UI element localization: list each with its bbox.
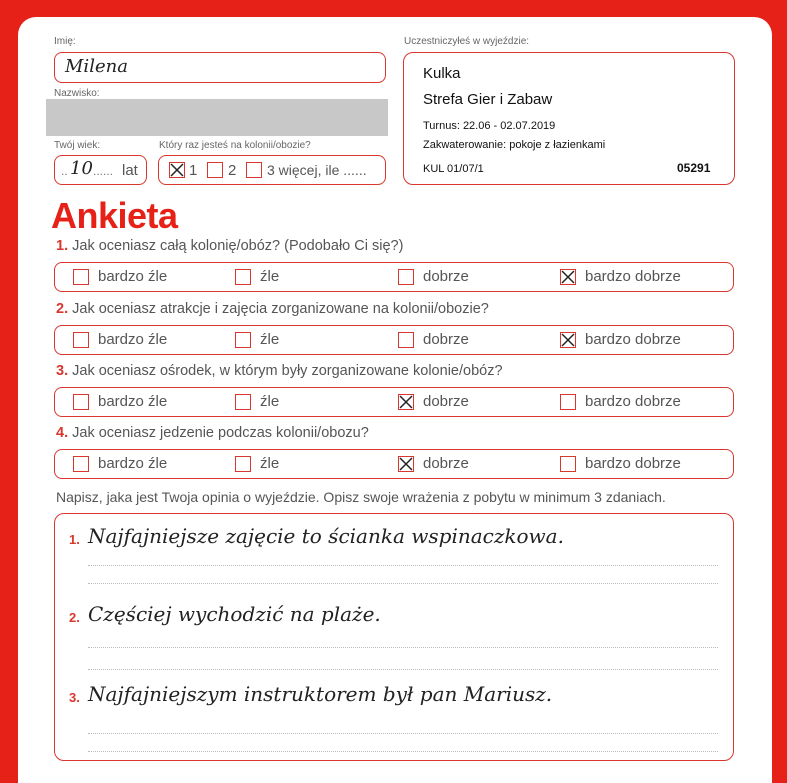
answer-label: bardzo dobrze	[585, 268, 681, 285]
participant-card	[403, 52, 735, 185]
survey-sheet	[18, 17, 772, 783]
answer-checkbox[interactable]	[398, 269, 414, 285]
answer-checkbox[interactable]	[560, 269, 576, 285]
age-label: Twój wiek:	[54, 140, 101, 151]
question-label: Jak oceniasz ośrodek, w którym były zorganizowane kolonie/obóz?	[72, 363, 503, 379]
check-x-icon	[398, 456, 414, 472]
answer-label: dobrze	[423, 455, 469, 472]
answer-label: źle	[260, 268, 280, 285]
writing-line	[88, 647, 718, 648]
age-unit: lat	[122, 162, 138, 179]
answer-checkbox[interactable]	[235, 332, 251, 348]
answer-checkbox[interactable]	[398, 332, 414, 348]
participant-label: Uczestniczyłeś w wyjeździe:	[404, 36, 530, 47]
opinion-text: Częściej wychodzić na plaże.	[88, 602, 381, 626]
answer-checkbox[interactable]	[560, 394, 576, 410]
question-number: 3.	[56, 363, 69, 379]
times-checkbox-3[interactable]	[246, 162, 262, 178]
question-1-text	[56, 238, 403, 254]
name-label: Imię:	[54, 36, 76, 47]
opinion-box[interactable]	[54, 513, 734, 761]
age-dots-before: ..	[61, 164, 68, 178]
card-number: 05291	[677, 161, 711, 175]
times-option-3: 3 więcej, ile ......	[267, 162, 367, 178]
age-value: 10	[70, 158, 93, 179]
answer-checkbox[interactable]	[560, 456, 576, 472]
answer-label: bardzo źle	[98, 455, 168, 472]
answer-label: dobrze	[423, 331, 469, 348]
question-number: 1.	[56, 238, 69, 254]
question-3-text	[56, 363, 503, 379]
card-line1: Kulka	[423, 65, 461, 82]
times-option-1: 1	[189, 162, 198, 179]
answer-label: źle	[260, 331, 280, 348]
question-label: Jak oceniasz całą kolonię/obóz? (Podobało Ci się?)	[72, 238, 404, 254]
age-field[interactable]	[54, 155, 147, 185]
times-checkbox-1[interactable]	[169, 162, 185, 178]
writing-line	[88, 751, 718, 752]
answer-label: dobrze	[423, 268, 469, 285]
answer-checkbox[interactable]	[235, 456, 251, 472]
answer-label: bardzo dobrze	[585, 393, 681, 410]
opinion-text: Najfajniejsze zajęcie to ścianka wspinaczkowa.	[88, 524, 564, 548]
answer-checkbox[interactable]	[235, 394, 251, 410]
card-code: KUL 01/07/1	[423, 163, 484, 175]
check-x-icon	[560, 332, 576, 348]
times-label: Który raz jesteś na kolonii/obozie?	[159, 140, 311, 151]
question-number: 4.	[56, 425, 69, 441]
opinion-prompt: Napisz, jaka jest Twoja opinia o wyjeździe. Opisz swoje wrażenia z pobytu w minimum 3 zdaniach.	[56, 489, 666, 505]
question-label: Jak oceniasz jedzenie podczas kolonii/obozu?	[72, 425, 369, 441]
writing-line	[88, 733, 718, 734]
answer-checkbox[interactable]	[235, 269, 251, 285]
survey-title: Ankieta	[51, 195, 178, 236]
writing-line	[88, 583, 718, 584]
answer-checkbox[interactable]	[398, 456, 414, 472]
card-line2: Strefa Gier i Zabaw	[423, 91, 553, 108]
check-x-icon	[398, 394, 414, 410]
answer-label: bardzo źle	[98, 268, 168, 285]
surname-label: Nazwisko:	[54, 88, 100, 99]
opinion-number: 1.	[69, 532, 80, 547]
age-dots-after: ......	[93, 164, 114, 178]
answer-label: bardzo źle	[98, 331, 168, 348]
name-field[interactable]	[54, 52, 386, 83]
opinion-number: 3.	[69, 690, 80, 705]
answer-checkbox[interactable]	[398, 394, 414, 410]
card-accommodation: Zakwaterowanie: pokoje z łazienkami	[423, 139, 606, 151]
question-label: Jak oceniasz atrakcje i zajęcia zorganizowane na kolonii/obozie?	[72, 301, 489, 317]
question-number: 2.	[56, 301, 69, 317]
check-x-icon	[169, 162, 185, 178]
answer-checkbox[interactable]	[73, 269, 89, 285]
question-2-text	[56, 301, 489, 317]
answer-checkbox[interactable]	[73, 456, 89, 472]
answer-checkbox[interactable]	[73, 332, 89, 348]
answer-label: źle	[260, 393, 280, 410]
times-field	[158, 155, 386, 185]
answer-label: źle	[260, 455, 280, 472]
answer-label: bardzo dobrze	[585, 331, 681, 348]
times-option-2: 2	[228, 162, 237, 179]
opinion-text: Najfajniejszym instruktorem był pan Mariusz.	[88, 682, 553, 706]
answer-checkbox[interactable]	[560, 332, 576, 348]
question-4-text	[56, 425, 369, 441]
answer-label: bardzo źle	[98, 393, 168, 410]
card-turnus: Turnus: 22.06 - 02.07.2019	[423, 120, 556, 132]
opinion-number: 2.	[69, 610, 80, 625]
name-value: Milena	[65, 56, 128, 77]
answer-checkbox[interactable]	[73, 394, 89, 410]
surname-redacted	[46, 99, 388, 136]
writing-line	[88, 669, 718, 670]
writing-line	[88, 565, 718, 566]
check-x-icon	[560, 269, 576, 285]
times-checkbox-2[interactable]	[207, 162, 223, 178]
answer-label: bardzo dobrze	[585, 455, 681, 472]
answer-label: dobrze	[423, 393, 469, 410]
